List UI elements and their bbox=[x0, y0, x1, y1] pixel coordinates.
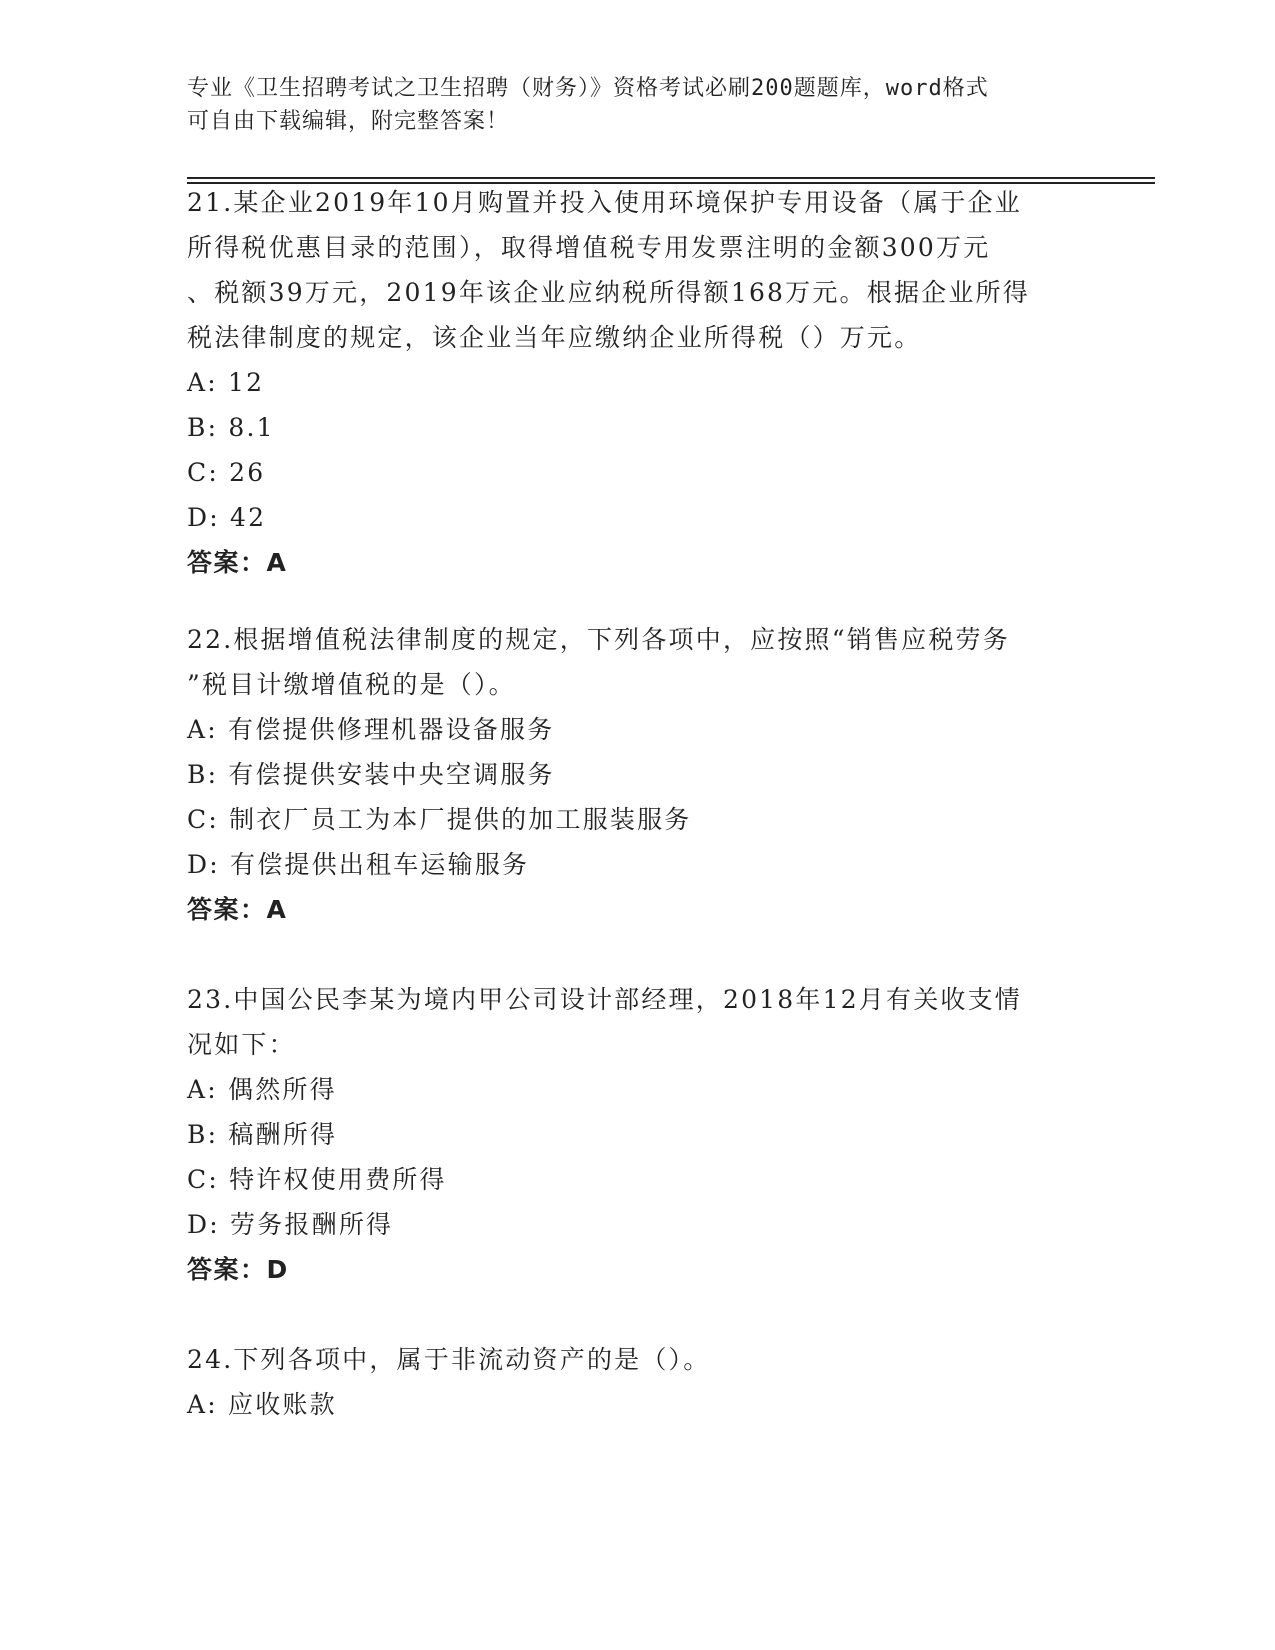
option-b: B: 有偿提供安装中央空调服务 bbox=[187, 760, 555, 789]
option-a: A: 12 bbox=[187, 368, 265, 397]
question-stem-line: 21.某企业2019年10月购置并投入使用环境保护专用设备（属于企业 bbox=[187, 188, 1022, 217]
option-b: B: 8.1 bbox=[187, 413, 275, 442]
question-24 bbox=[187, 1337, 1087, 1427]
question-stem-line: ”税目计缴增值税的是（）。 bbox=[187, 670, 516, 699]
question-stem-line: 税法律制度的规定，该企业当年应缴纳企业所得税（）万元。 bbox=[187, 323, 922, 352]
answer-label: 答案：A bbox=[187, 895, 288, 924]
option-a: A: 有偿提供修理机器设备服务 bbox=[187, 715, 555, 744]
option-d: D: 42 bbox=[187, 503, 267, 532]
option-c: C: 特许权使用费所得 bbox=[187, 1165, 447, 1194]
option-a: A: 偶然所得 bbox=[187, 1075, 337, 1104]
option-d: D: 劳务报酬所得 bbox=[187, 1210, 394, 1239]
option-b: B: 稿酬所得 bbox=[187, 1120, 338, 1149]
question-21 bbox=[187, 180, 1087, 585]
question-stem-line: 24.下列各项中，属于非流动资产的是（）。 bbox=[187, 1345, 711, 1374]
option-a: A: 应收账款 bbox=[187, 1390, 337, 1419]
question-23 bbox=[187, 977, 1087, 1292]
question-stem-line: 所得税优惠目录的范围），取得增值税专用发票注明的金额300万元 bbox=[187, 233, 991, 262]
header-line-1: 专业《卫生招聘考试之卫生招聘（财务）》资格考试必刷200题题库，word格式 bbox=[187, 76, 989, 101]
header-line-2: 可自由下载编辑，附完整答案！ bbox=[187, 109, 510, 134]
document-header bbox=[187, 72, 1087, 138]
question-stem-line: 22.根据增值税法律制度的规定，下列各项中，应按照“销售应税劳务 bbox=[187, 625, 1010, 654]
option-c: C: 26 bbox=[187, 458, 266, 487]
question-stem-line: 况如下： bbox=[187, 1030, 296, 1059]
answer-label: 答案：D bbox=[187, 1255, 289, 1284]
option-c: C: 制衣厂员工为本厂提供的加工服装服务 bbox=[187, 805, 692, 834]
header-divider-top bbox=[187, 177, 1155, 179]
question-22 bbox=[187, 617, 1087, 932]
option-d: D: 有偿提供出租车运输服务 bbox=[187, 850, 530, 879]
question-stem-line: 23.中国公民李某为境内甲公司设计部经理，2018年12月有关收支情 bbox=[187, 985, 1022, 1014]
answer-label: 答案：A bbox=[187, 548, 288, 577]
question-stem-line: 、税额39万元，2019年该企业应纳税所得额168万元。根据企业所得 bbox=[187, 278, 1030, 307]
